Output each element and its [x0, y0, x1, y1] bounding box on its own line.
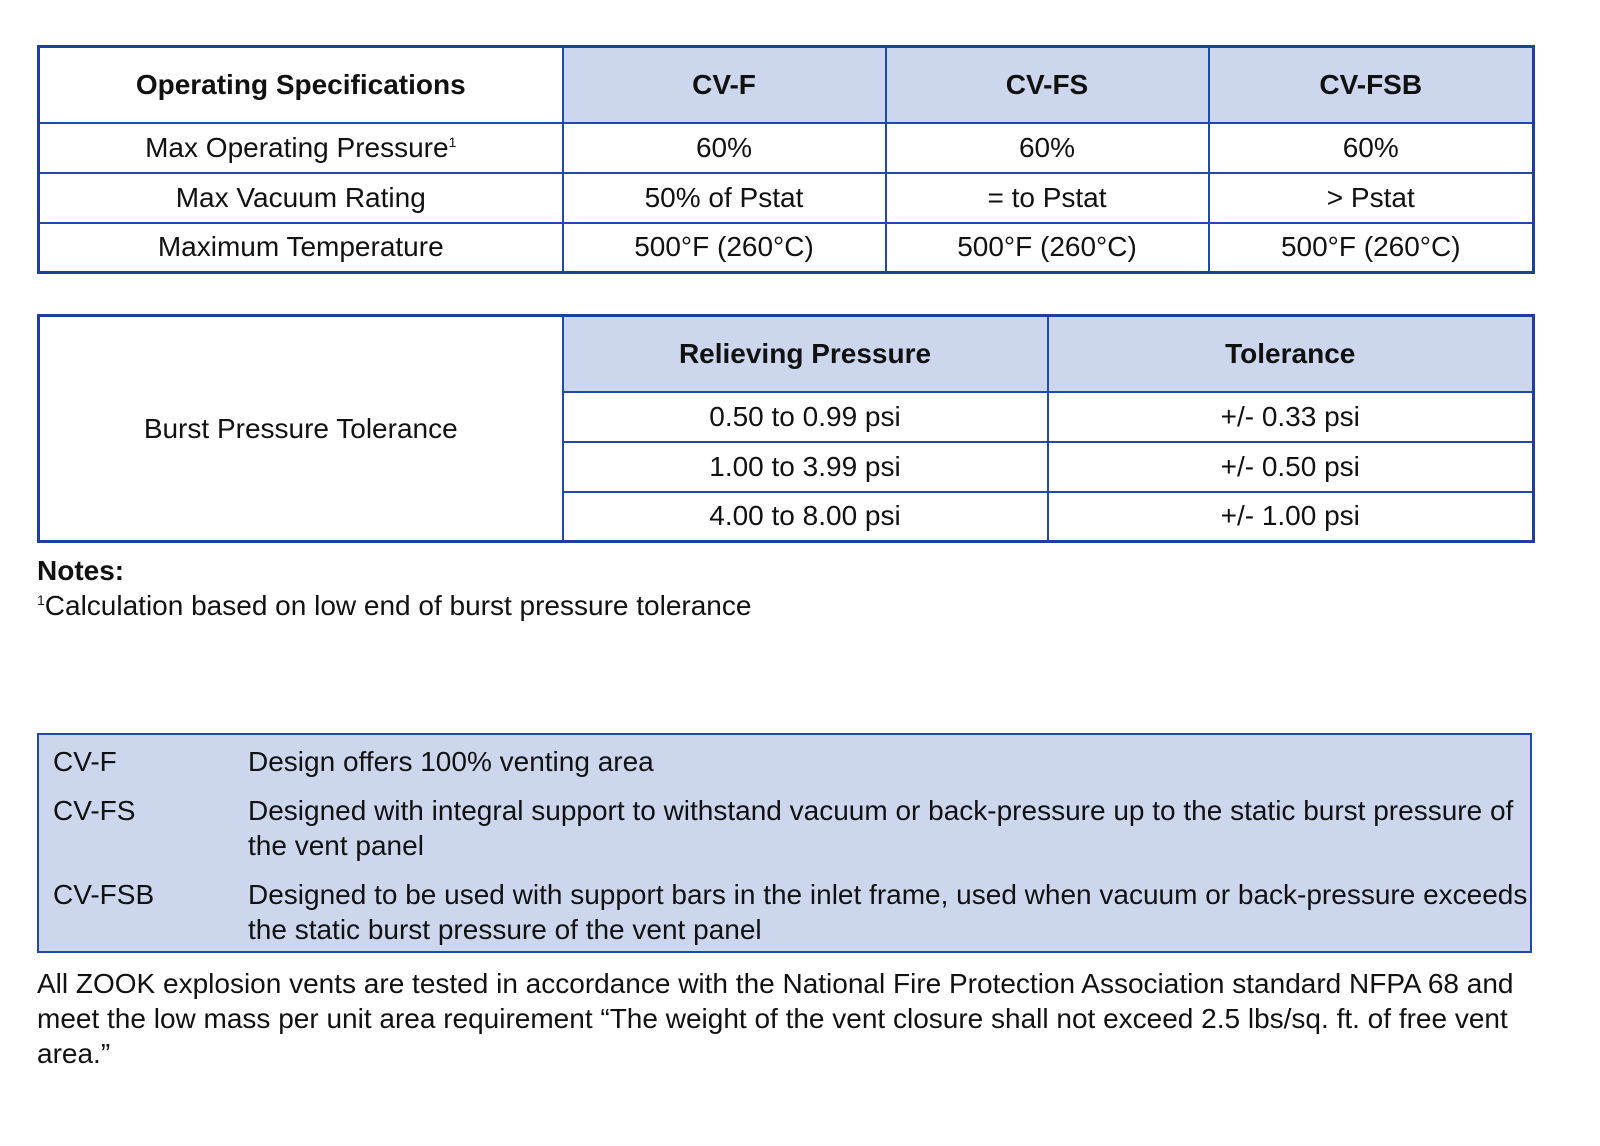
spec-row-label: Maximum Temperature: [39, 223, 563, 273]
spec-cell: 50% of Pstat: [563, 173, 886, 223]
burst-cell: 4.00 to 8.00 psi: [563, 492, 1048, 542]
burst-cell: +/- 0.33 psi: [1048, 392, 1534, 442]
model-description: Designed with integral support to withstand vacuum or back-pressure up to the static burst pressure of the vent panel: [248, 795, 1514, 861]
spec-cell: 500°F (260°C): [1209, 223, 1534, 273]
spec-cell: = to Pstat: [886, 173, 1209, 223]
footnote-marker: 1: [37, 592, 45, 608]
nfpa-compliance-statement: All ZOOK explosion vents are tested in accordance with the National Fire Protection Association standard NFPA 68 and meet the low mass per unit area requirement “The weight of the vent closure shall not exceed 2.5 lbs/sq. ft. of free vent area.”: [37, 968, 1514, 1069]
spec-cell: 500°F (260°C): [563, 223, 886, 273]
model-descriptions-box: [37, 733, 1532, 953]
spec-row-label-text: Max Operating Pressure: [145, 131, 449, 163]
spec-header-cv-fs: CV-FS: [886, 47, 1209, 123]
burst-cell: +/- 1.00 psi: [1048, 492, 1534, 542]
notes-title: Notes:: [37, 555, 125, 586]
spec-cell: 60%: [1209, 123, 1534, 173]
spec-row-label: [39, 123, 563, 173]
footnote-marker: 1: [448, 133, 457, 150]
spec-header-cv-fsb: CV-FSB: [1209, 47, 1534, 123]
operating-specifications-table: [37, 45, 1535, 274]
model-description: Designed to be used with support bars in the inlet frame, used when vacuum or back-pressure exceeds the static burst pressure of the vent panel: [248, 879, 1528, 945]
spec-header-row: [39, 47, 1534, 123]
spec-cell: 60%: [563, 123, 886, 173]
model-code: CV-FSB: [53, 879, 155, 910]
burst-cell: 0.50 to 0.99 psi: [563, 392, 1048, 442]
model-description: Design offers 100% venting area: [248, 746, 654, 777]
notes-footnote: [37, 590, 751, 622]
table-row: [39, 223, 1534, 273]
spec-cell: 500°F (260°C): [886, 223, 1209, 273]
spec-header-cv-f: CV-F: [563, 47, 886, 123]
model-code: CV-FS: [53, 795, 136, 826]
burst-cell: +/- 0.50 psi: [1048, 442, 1534, 492]
model-code: CV-F: [53, 746, 117, 777]
notes-footnote-text: Calculation based on low end of burst pressure tolerance: [44, 590, 752, 621]
burst-header-row: [39, 316, 1534, 392]
burst-label: Burst Pressure Tolerance: [39, 316, 563, 542]
table-row: [39, 173, 1534, 223]
burst-pressure-tolerance-table: [37, 314, 1535, 543]
burst-header-relieving-pressure: Relieving Pressure: [563, 316, 1048, 392]
spec-cell: > Pstat: [1209, 173, 1534, 223]
burst-header-tolerance: Tolerance: [1048, 316, 1534, 392]
spec-cell: 60%: [886, 123, 1209, 173]
burst-cell: 1.00 to 3.99 psi: [563, 442, 1048, 492]
spec-row-label: Max Vacuum Rating: [39, 173, 563, 223]
spec-header-label: Operating Specifications: [39, 47, 563, 123]
table-row: [39, 123, 1534, 173]
